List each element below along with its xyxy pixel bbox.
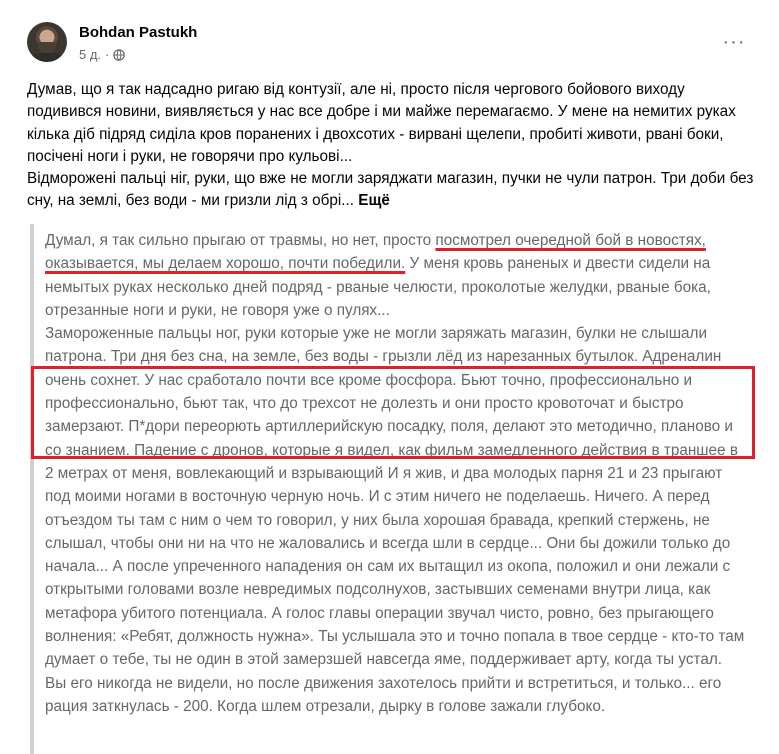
post-body	[27, 79, 762, 213]
globe-icon[interactable]	[113, 49, 125, 61]
quote-text-start: Думал, я так сильно прыгаю от травмы, но нет, просто	[45, 232, 436, 249]
quoted-translation	[45, 229, 745, 718]
more-icon: ···	[722, 30, 746, 53]
avatar-body	[29, 53, 65, 62]
post-paragraph-1: Думав, що я так надсадно ригаю від контузії, але ні, просто після чергового бойового виходу подивився новини, виявляється у нас все добре і ми майже перемагаємо. У мене на немитих руках кілька діб підряд сиділа кров поранених і двохсотих - вирвані щелепи, пробиті животи, рвані боки, посічені ноги і руки, не говорячи про кульові...	[27, 81, 736, 165]
more-options-button[interactable]	[718, 30, 750, 54]
avatar[interactable]	[27, 22, 67, 62]
post-time[interactable]: 5 д.	[79, 47, 102, 62]
quote-text-continued: У меня кровь раненых и двести сидели на немытых руках несколько дней подряд - рваные челюсти, проколотые желудки, рваные бока, отрезанные ноги и руки, не говоря уже о пулях...	[45, 255, 711, 319]
meta-separator: ·	[105, 47, 110, 62]
author-name[interactable]: Bohdan Pastukh	[79, 24, 198, 41]
quote-paragraph-2: Замороженные пальцы ног, руки которые уже не могли заряжать магазин, булки не слышали патрона. Три дня без сна, на земле, без воды - грызли лёд из нарезанных бутылок. Адреналин очень сохнет. У нас сработало почти все кроме фосфора. Бьют точно, профессионально и профессионально, бьют так, что до трехсот не долезть и они просто кровоточат и быстро замерзают. П*дори переорють артиллерийскую посадку, поля, делают это методично, планово и со знанием. Падение с дронов, которые я видел, как фильм замедленного действия в траншее в 2 метрах от меня, вовлекающий и взрывающий И я жив, и два молодых парня 21 и 23 прыгают под моими ногами в восточную черную ночь. И с этим ничего не поделаешь. Ничего. А перед отъездом ты там с ним о чем то говорил, у них была хорошая бравада, крепкий стержень, не слышал, чтобы они ни на что не жаловались и всегда шли в сердце... Они бы дожили только до начала... А после упреченного нападения он сам их вытащил из окопа, положил и они лежали с открытыми головами возле невредимых подсолнухов, застывших семенами внутри лица, как метафора убитого потенциала. А голос главы операции звучал чисто, ровно, без прыгающего волнения: «Ребят, должность нужна». Ты услышала это и точно попала в твое сердце - кто-то там думает о тебе, ты не один в этой замерзшей навсегда яме, поддерживает арту, когда ты устал. Вы его никогда не видели, но после движения захотелось прийти и встретиться, и только... его рация заткнулась - 200. Когда шлем отрезали, дырку в голове зажали глубоко.	[45, 325, 745, 715]
quote-paragraph-1	[45, 229, 745, 322]
see-more-link[interactable]: Ещё	[358, 192, 390, 210]
underlined-phrase: посмотрел очередной бой в новостях, оказывается, мы делаем хорошо, почти победили.	[45, 232, 706, 273]
post-paragraph-2-text: Відморожені пальці ніг, руки, що вже не могли заряджати магазин, пучки не чули патрон. Три доби без сну, на землі, без води - ми гризли лід з обрі...	[27, 170, 754, 210]
post-paragraph-2	[27, 168, 762, 213]
post-meta	[79, 47, 125, 62]
